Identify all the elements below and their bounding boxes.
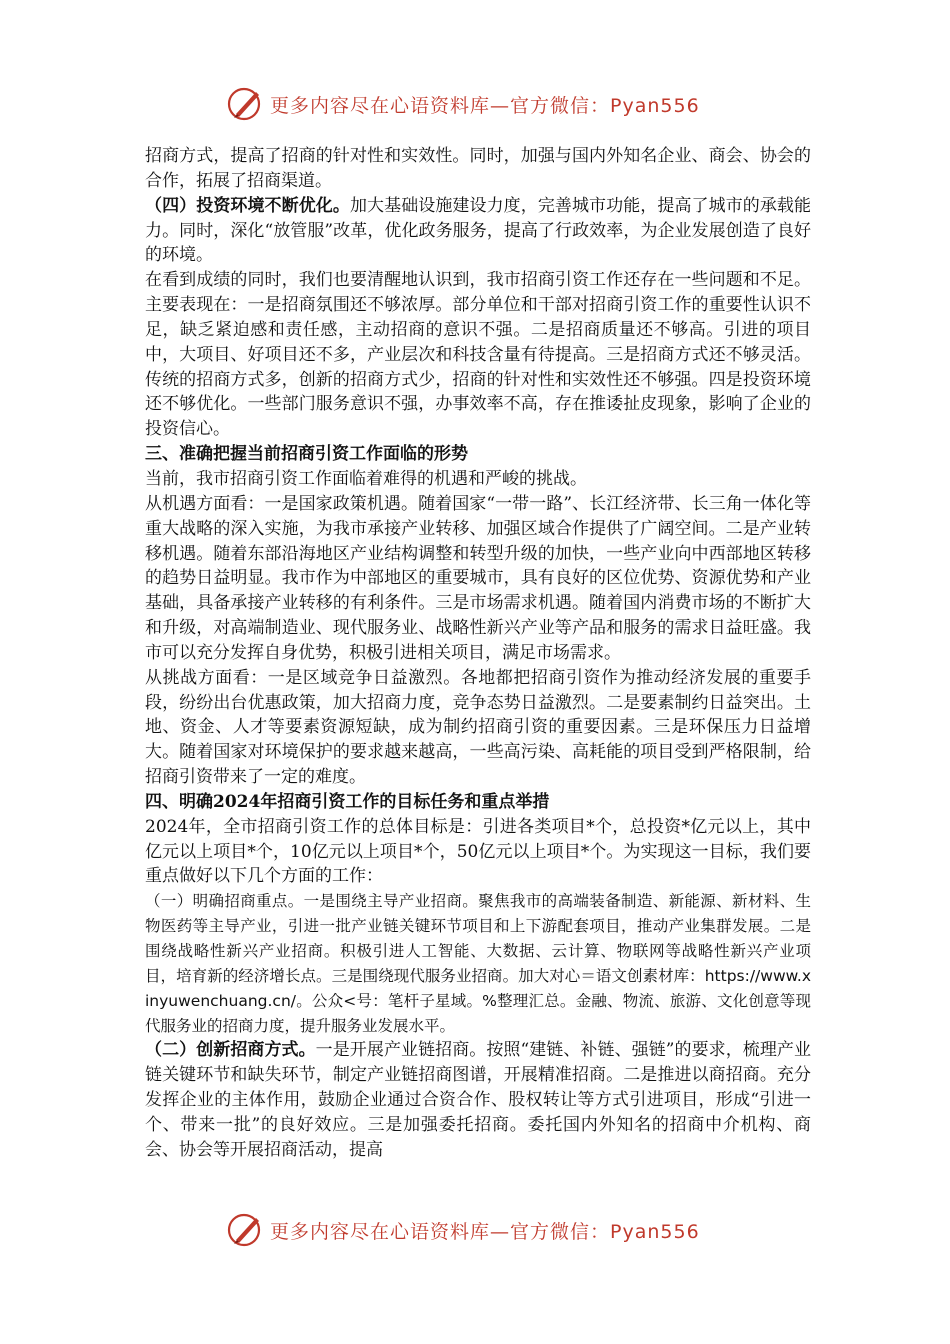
banner-text: 更多内容尽在心语资料库—官方微信： [270,94,611,117]
section-lead: （二）创新招商方式。 [145,1040,316,1061]
document-body [145,144,811,1163]
paragraph: 在看到成绩的同时，我们也要清醒地认识到，我市招商引资工作还存在一些问题和不足。主要表现在：一是招商氛围还不够浓厚。部分单位和干部对招商引资工作的重要性认识不足，缺乏紧迫感和责任感，主动招商的意识不强。二是招商质量还不够高。引进的项目中，大项目、好项目还不多，产业层次和科技含量有待提高。三是招商方式还不够灵活。传统的招商方式多，创新的招商方式少，招商的针对性和实效性还不够强。四是投资环境还不够优化。一些部门服务意识不强，办事效率不高，存在推诿扯皮现象，影响了企业的投资信心。 [145,270,811,440]
paragraph: （二）创新招商方式。一是开展产业链招商。按照“建链、补链、强链”的要求，梳理产业链关键环节和缺失环节，制定产业链招商图谱，开展精准招商。二是推进以商招商。充分发挥企业的主体作用，鼓励企业通过合资合作、股权转让等方式引进项目，形成“引进一个、带来一批”的良好效应。三是加强委托招商。委托国内外知名的招商中介机构、商会、协会等开展招商活动，提高 [145,1040,811,1160]
paragraph: 2024年，全市招商引资工作的总体目标是：引进各类项目*个，总投资*亿元以上，其中亿元以上项目*个，10亿元以上项目*个，50亿元以上项目*个。为实现这一目标，我们要重点做好以下几个方面的工作： [145,816,811,887]
banner-text: 更多内容尽在心语资料库—官方微信： [270,1220,611,1243]
section-heading: 四、明确2024年招商引资工作的目标任务和重点举措 [145,791,550,812]
banner-wechat-id: Pyan556 [610,94,700,117]
banner-wechat-id: Pyan556 [610,1220,700,1243]
paragraph: 从挑战方面看：一是区域竞争日益激烈。各地都把招商引资作为推动经济发展的重要手段，纷纷出台优惠政策，加大招商力度，竞争态势日益激烈。二是要素制约日益突出。土地、资金、人才等要素资源短缺，成为制约招商引资的重要因素。三是环保压力日益增大。随着国家对环境保护的要求越来越高，一些高污染、高耗能的项目受到严格限制，给招商引资带来了一定的难度。 [145,667,811,788]
section-lead: （四）投资环境不断优化。 [145,195,350,216]
paragraph: （四）投资环境不断优化。加大基础设施建设力度，完善城市功能，提高了城市的承载能力。同时，深化“放管服”改革，优化政务服务，提高了行政效率，为企业发展创造了良好的环境。 [145,195,812,266]
paragraph: 从机遇方面看：一是国家政策机遇。随着国家“一带一路”、长江经济带、长三角一体化等重大战略的深入实施，为我市承接产业转移、加强区域合作提供了广阔空间。二是产业转移机遇。随着东部沿海地区产业结构调整和转型升级的加快，一些产业向中西部地区转移的趋势日益明显。我市作为中部地区的重要城市，具有良好的区位优势、资源优势和产业基础，具备承接产业转移的有利条件。三是市场需求机遇。随着国内消费市场的不断扩大和升级，对高端制造业、现代服务业、战略性新兴产业等产品和服务的需求日益旺盛。我市可以充分发挥自身优势，积极引进相关项目，满足市场需求。 [145,493,811,663]
pen-logo-icon [226,1210,266,1250]
paragraph: 当前，我市招商引资工作面临着难得的机遇和严峻的挑战。 [145,468,587,489]
inserted-note-paragraph: （一）明确招商重点。一是围绕主导产业招商。聚焦我市的高端装备制造、新能源、新材料、生物医药等主导产业，引进一批产业链关键环节项目和上下游配套项目，推动产业集群发展。二是围绕战略性新兴产业招商。积极引进人工智能、大数据、云计算、物联网等战略性新兴产业项目，培育新的经济增长点。三是围绕现代服务业招商。加大对心＝语文创素材库：https://www.xinyuwenchuang.cn/。公众<号：笔杆子星域。%整理汇总。金融、物流、旅游、文化创意等现代服务业的招商力度，提升服务业发展水平。 [145,892,811,1035]
header-banner [226,84,746,124]
paragraph: 招商方式，提高了招商的针对性和实效性。同时，加强与国内外知名企业、商会、协会的合作，拓展了招商渠道。 [145,146,811,191]
footer-banner [226,1210,746,1250]
section-heading: 三、准确把握当前招商引资工作面临的形势 [145,444,468,465]
pen-logo-icon [226,84,266,124]
